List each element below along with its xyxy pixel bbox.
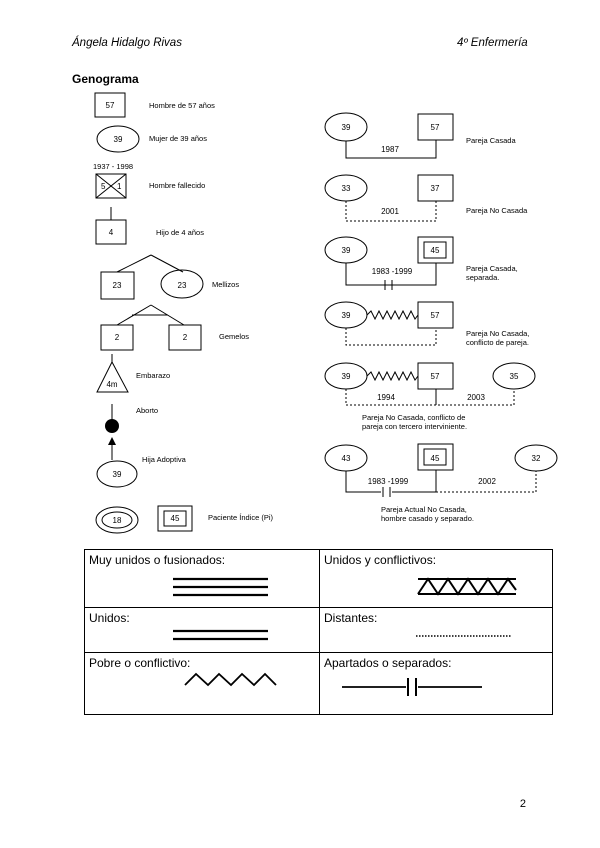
svg-text:57: 57 xyxy=(430,123,440,132)
svg-text:39: 39 xyxy=(341,372,351,381)
svg-text:1983 -1999: 1983 -1999 xyxy=(371,267,413,276)
man-label: Hombre de 57 años xyxy=(149,101,215,110)
identical-left: 2 xyxy=(114,333,120,342)
svg-text:2001: 2001 xyxy=(381,207,399,216)
legend-distant: Distantes: xyxy=(320,608,553,653)
svg-text:Pareja No Casada, conflicto de: Pareja No Casada, conflicto de xyxy=(362,413,466,422)
symbol-pregnancy xyxy=(97,354,170,392)
symbol-adopted xyxy=(97,437,187,487)
separated-line-icon xyxy=(320,653,554,715)
abortion-label: Aborto xyxy=(136,406,159,415)
svg-text:39: 39 xyxy=(341,123,351,132)
deceased-years: 1937 - 1998 xyxy=(93,162,134,171)
svg-text:2002: 2002 xyxy=(478,477,496,486)
married-label: Pareja Casada xyxy=(466,136,516,145)
svg-text:57: 57 xyxy=(430,372,440,381)
svg-text:35: 35 xyxy=(509,372,519,381)
legend-poor: Pobre o conflictivo: xyxy=(85,653,320,715)
distant-line-icon xyxy=(320,608,554,653)
svg-text:hombre casado y separado.: hombre casado y separado. xyxy=(381,514,474,523)
header-author: Ángela Hidalgo Rivas xyxy=(72,37,182,49)
twins-right: 23 xyxy=(177,281,187,290)
legend-separated: Apartados o separados: xyxy=(320,653,553,715)
svg-text:Pareja No Casada,: Pareja No Casada, xyxy=(466,329,530,338)
legend-united: Unidos: xyxy=(85,608,320,653)
svg-text:1987: 1987 xyxy=(381,145,399,154)
legend-united-conflict: Unidos y conflictivos: xyxy=(320,550,553,608)
svg-text:1994: 1994 xyxy=(377,393,395,402)
symbol-child xyxy=(96,207,204,244)
svg-text:39: 39 xyxy=(341,246,351,255)
svg-text:37: 37 xyxy=(430,184,440,193)
symbol-deceased xyxy=(93,162,205,198)
page-number: 2 xyxy=(519,798,526,810)
united-conflict-line-icon xyxy=(320,550,554,608)
patient-label: Paciente Índice (Pi) xyxy=(208,513,274,522)
man-age: 57 xyxy=(105,101,115,110)
symbol-index-patient xyxy=(96,506,274,533)
relationship-legend xyxy=(84,549,553,715)
patient-man: 45 xyxy=(170,514,180,523)
svg-text:32: 32 xyxy=(531,454,541,463)
adopted-age: 39 xyxy=(112,470,122,479)
child-age: 4 xyxy=(108,228,114,237)
couple-separated xyxy=(325,237,518,290)
woman-age: 39 xyxy=(113,135,123,144)
deceased-age-left: 5 xyxy=(101,182,106,191)
couple-current xyxy=(325,444,557,523)
pregnancy-text: 4m xyxy=(106,380,118,389)
svg-text:conflicto de pareja.: conflicto de pareja. xyxy=(466,338,529,347)
pregnancy-label: Embarazo xyxy=(136,371,171,380)
section-title: Genograma xyxy=(72,72,139,86)
symbol-woman xyxy=(97,126,207,152)
separated-label-1: Pareja Casada, xyxy=(466,264,518,273)
twins-left: 23 xyxy=(112,281,122,290)
unmarried-label: Pareja No Casada xyxy=(466,206,528,215)
legend-fused: Muy unidos o fusionados: xyxy=(85,550,320,608)
patient-woman: 18 xyxy=(112,516,122,525)
twins-label: Mellizos xyxy=(212,280,240,289)
symbol-identical-twins xyxy=(101,305,249,350)
svg-text:2003: 2003 xyxy=(467,393,485,402)
svg-text:45: 45 xyxy=(430,246,440,255)
symbol-twins xyxy=(101,255,239,299)
symbol-man xyxy=(95,93,215,117)
adopted-label: Hija Adoptiva xyxy=(142,455,186,464)
fused-line-icon xyxy=(85,550,319,608)
couple-unmarried xyxy=(325,175,528,221)
svg-text:45: 45 xyxy=(430,454,440,463)
poor-line-icon xyxy=(85,653,319,715)
deceased-label: Hombre fallecido xyxy=(149,181,206,190)
svg-text:39: 39 xyxy=(341,311,351,320)
identical-right: 2 xyxy=(182,333,188,342)
svg-text:pareja con tercero intervinien: pareja con tercero interviniente. xyxy=(362,422,468,431)
svg-text:33: 33 xyxy=(341,184,351,193)
svg-text:Pareja Actual No Casada,: Pareja Actual No Casada, xyxy=(381,505,467,514)
separated-label-2: separada. xyxy=(466,273,500,282)
identical-label: Gemelos xyxy=(219,332,250,341)
couple-third-party xyxy=(325,363,535,431)
couple-conflict xyxy=(325,302,529,347)
svg-text:1983 -1999: 1983 -1999 xyxy=(367,477,409,486)
svg-text:43: 43 xyxy=(341,454,351,463)
symbol-abortion xyxy=(105,404,158,433)
deceased-age-right: 1 xyxy=(117,182,122,191)
header-course: 4º Enfermería xyxy=(457,37,528,49)
woman-label: Mujer de 39 años xyxy=(149,134,207,143)
child-label: Hijo de 4 años xyxy=(156,228,204,237)
united-line-icon xyxy=(85,608,319,653)
couple-married xyxy=(325,113,516,158)
svg-text:57: 57 xyxy=(430,311,440,320)
